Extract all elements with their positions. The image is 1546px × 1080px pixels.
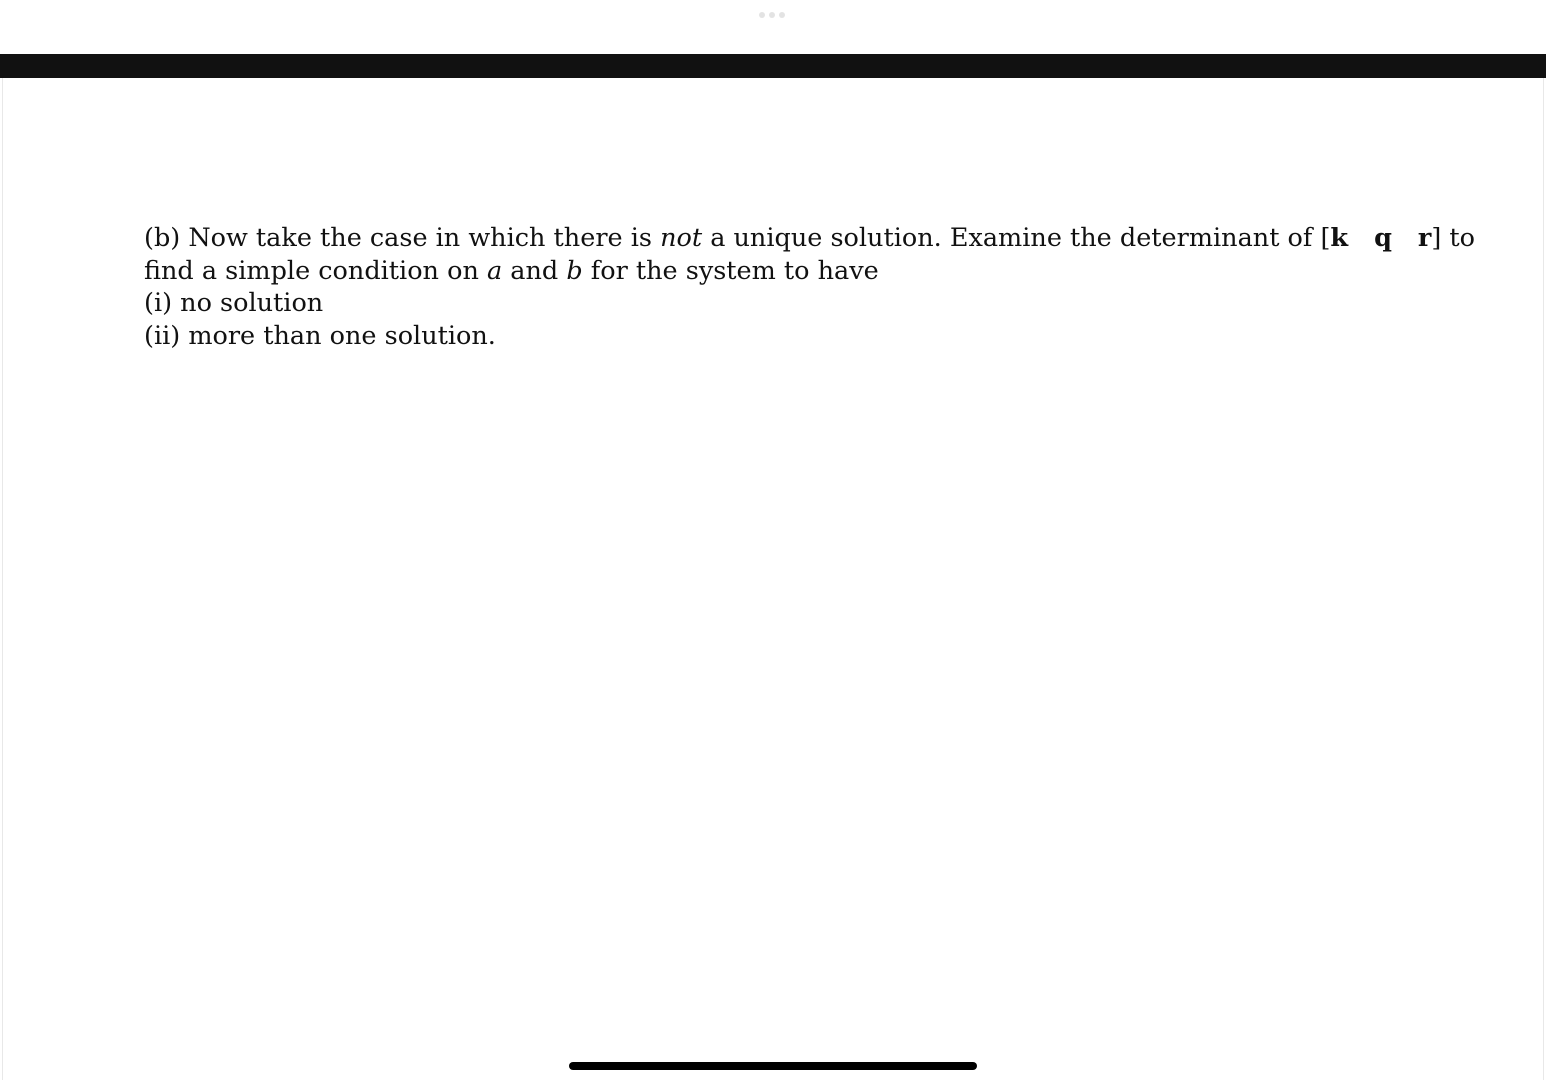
dot-icon bbox=[779, 12, 785, 18]
question-text bbox=[144, 222, 1476, 352]
text-segment: find a simple condition on bbox=[144, 255, 487, 286]
vector-q: q bbox=[1374, 223, 1392, 253]
emphasis-text: not bbox=[660, 223, 703, 253]
text-segment: ] to bbox=[1431, 223, 1476, 253]
vector-r: r bbox=[1417, 223, 1432, 253]
text-segment: and bbox=[502, 255, 567, 286]
text-segment: for the system to have bbox=[582, 255, 879, 286]
text-segment: a unique solution. Examine the determinant of [ bbox=[702, 223, 1331, 253]
item-ii: (ii) more than one solution. bbox=[144, 320, 496, 351]
item-i: (i) no solution bbox=[144, 288, 324, 318]
toolbar-bar bbox=[0, 54, 1546, 78]
text-segment: (b) Now take the case in which there is bbox=[144, 223, 661, 253]
dot-icon bbox=[769, 12, 775, 18]
question-line-1 bbox=[144, 222, 1476, 255]
vector-k: k bbox=[1330, 223, 1349, 253]
multitasking-handle[interactable] bbox=[759, 12, 785, 18]
dot-icon bbox=[759, 12, 765, 18]
document-page bbox=[2, 78, 1544, 1080]
variable-b: b bbox=[566, 255, 583, 286]
top-status-area bbox=[0, 0, 1546, 54]
question-line-2 bbox=[144, 255, 1404, 288]
variable-a: a bbox=[486, 255, 503, 286]
home-indicator[interactable] bbox=[569, 1062, 977, 1070]
